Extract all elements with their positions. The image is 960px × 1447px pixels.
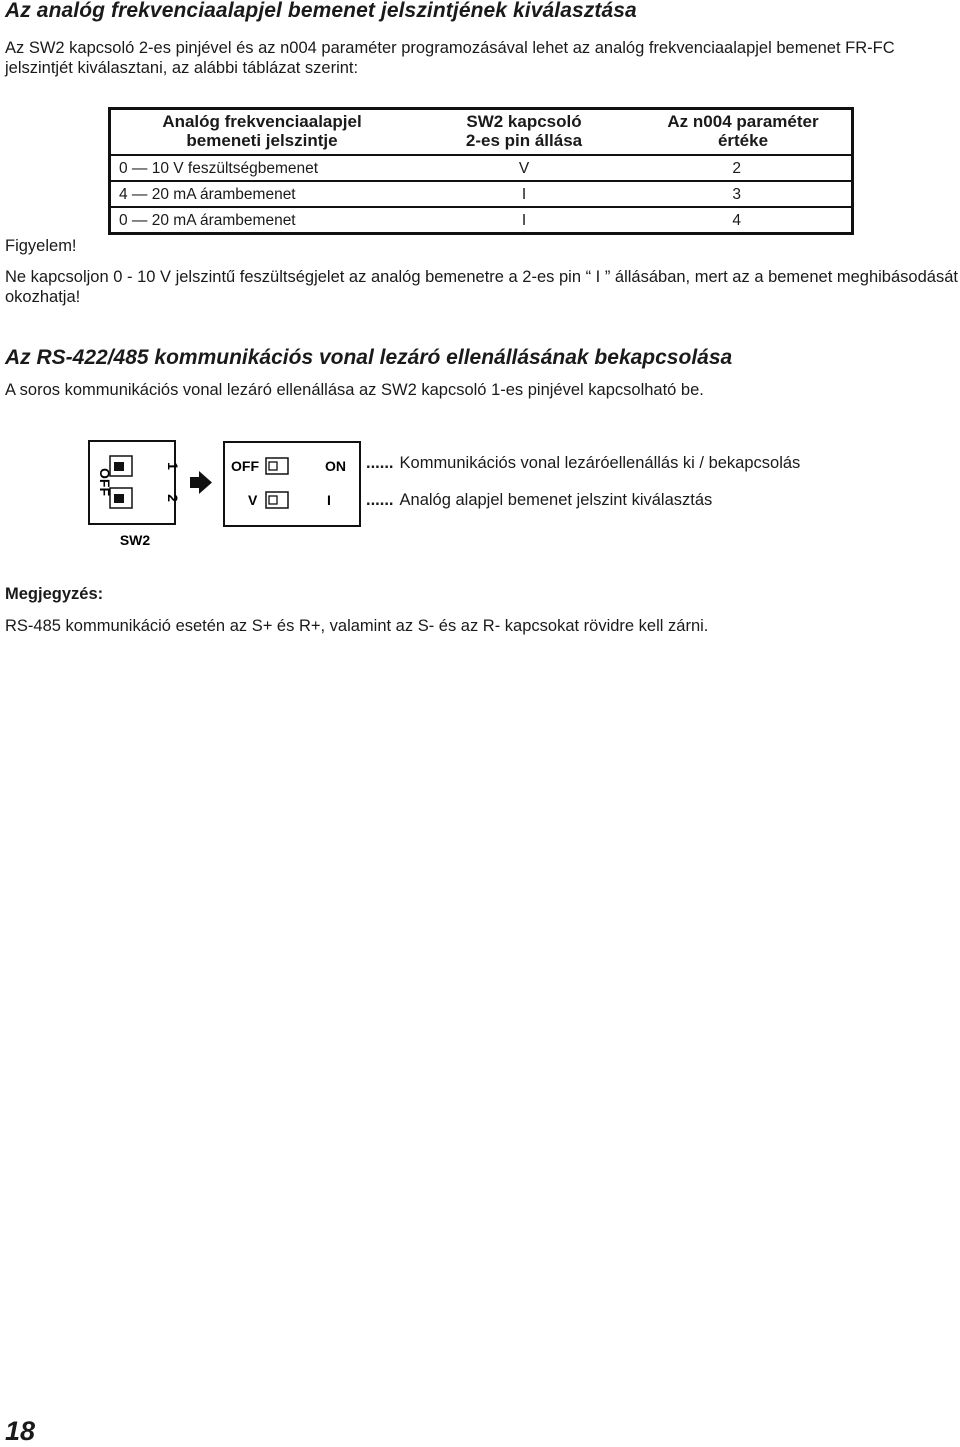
table-header-sw2-pin <box>413 109 635 156</box>
header-line: bemeneti jelszintje <box>186 131 338 150</box>
detail-off-label: OFF <box>231 458 259 474</box>
header-line: 2-es pin állása <box>465 131 583 150</box>
header-line: Analóg frekvenciaalapjel <box>162 112 362 131</box>
legend-dots: ...... <box>366 491 394 509</box>
table-cell: I <box>521 212 527 229</box>
table-cell: 0 — 20 mA árambemenet <box>119 212 296 229</box>
table-cell: 4 <box>732 212 741 229</box>
dip-pin2-label: 2 <box>165 494 181 502</box>
rs485-paragraph: A soros kommunikációs vonal lezáró ellenállása az SW2 kapcsoló 1-es pinjével kapcsolható be. <box>5 381 704 399</box>
detail-i-label: I <box>327 492 331 508</box>
dip-pin1-label: 1 <box>165 462 181 470</box>
table-cell: 2 <box>635 155 853 181</box>
sw2-label: SW2 <box>119 532 151 548</box>
detail-toggle-1 <box>266 458 288 474</box>
note-label: Megjegyzés: <box>5 585 104 603</box>
header-line: értéke <box>717 131 769 150</box>
switch-detail-box <box>224 442 360 526</box>
note-text: RS-485 kommunikáció esetén az S+ és R+, valamint az S- és az R- kapcsokat rövidre kell zárni. <box>5 617 709 635</box>
page-number: 18 <box>5 1416 36 1446</box>
section-title-analog-input: Az analóg frekvenciaalapjel bemenet jelszintjének kiválasztása <box>5 0 637 22</box>
warning-text: Ne kapcsoljon 0 - 10 V jelszintű feszültségjelet az analóg bemenetre a 2-es pin “ I ” állásában, mert az a bemenet meghibásodását okozhatja! <box>5 268 958 306</box>
table-header-input-level <box>110 109 414 156</box>
legend-termination-text: Kommunikációs vonal lezáróellenállás ki / bekapcsolás <box>399 454 801 472</box>
table-cell: 3 <box>635 181 853 207</box>
table-cell: I <box>413 181 635 207</box>
legend-analog-level <box>366 491 712 510</box>
right-arrow-icon <box>190 471 212 494</box>
detail-v-label: V <box>248 492 258 508</box>
detail-on-label: ON <box>325 458 346 474</box>
table-cell: 0 — 10 V feszültségbemenet <box>110 155 414 181</box>
table-cell: 4 — 20 mA árambemenet <box>110 181 414 207</box>
dip-off-label: OFF <box>97 468 113 496</box>
table-cell: V <box>413 155 635 181</box>
table-row <box>110 155 853 181</box>
table-header-row <box>110 109 853 156</box>
table-row <box>110 181 853 207</box>
header-line: SW2 kapcsoló <box>466 112 582 131</box>
warning-label: Figyelem! <box>5 237 77 255</box>
signal-level-table <box>108 107 854 235</box>
header-line: Az n004 paraméter <box>667 112 819 131</box>
sw2-switch-diagram <box>88 438 948 556</box>
legend-dots: ...... <box>366 454 394 472</box>
legend-termination <box>366 454 800 473</box>
section-title-rs485: Az RS-422/485 kommunikációs vonal lezáró ellenállásának bekapcsolása <box>5 346 733 369</box>
intro-paragraph: Az SW2 kapcsoló 2-es pinjével és az n004 paraméter programozásával lehet az analóg frekvenciaalapjel bemenet FR-FC jelszintjét kiválasztani, az alábbi táblázat szerint: <box>5 39 895 77</box>
table-row <box>110 207 853 234</box>
table-header-n004-value <box>635 109 853 156</box>
detail-toggle-2 <box>266 492 288 508</box>
legend-analog-level-text: Analóg alapjel bemenet jelszint kiválasztás <box>399 491 713 509</box>
